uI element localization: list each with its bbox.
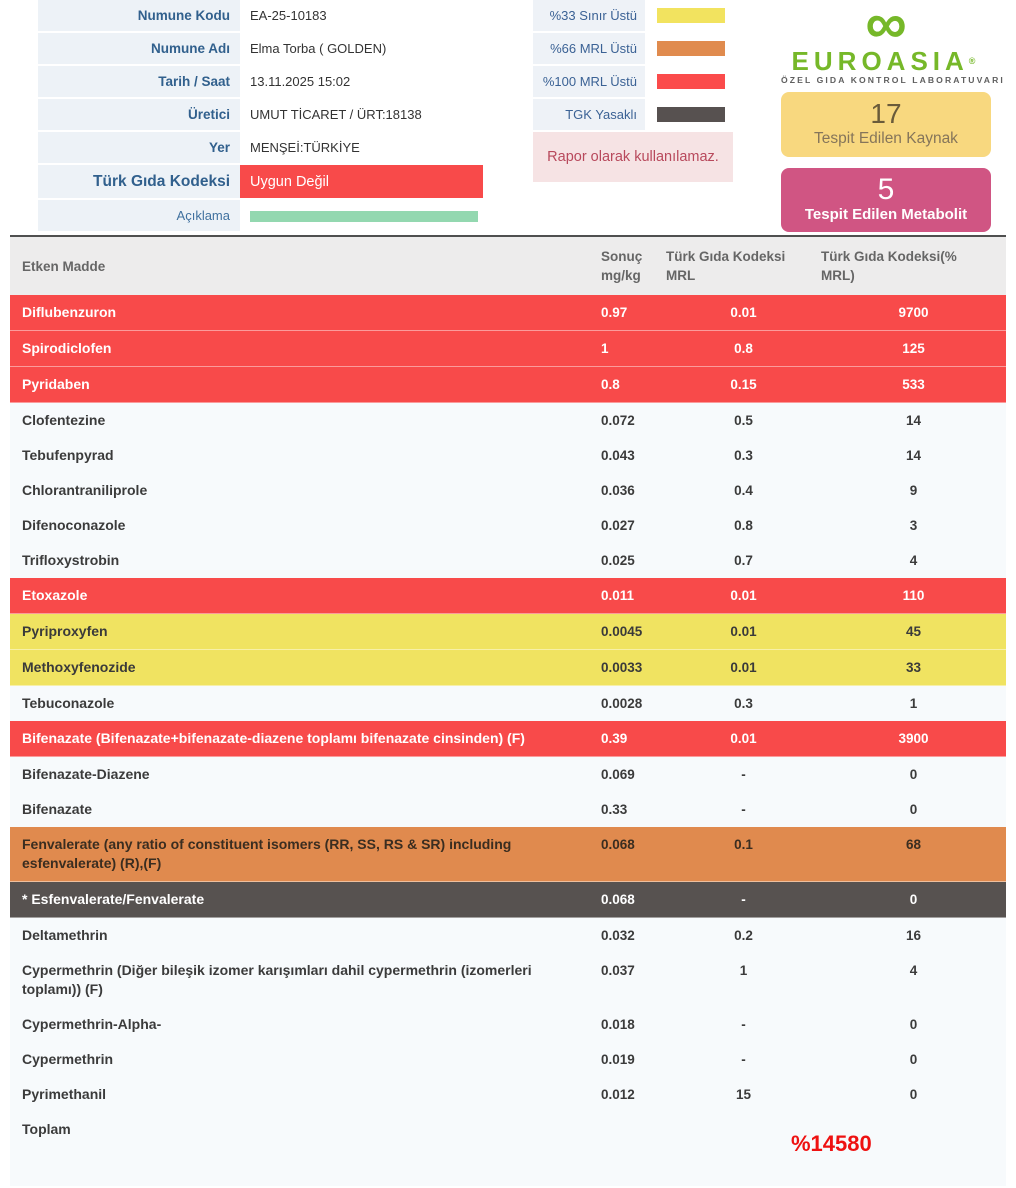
result-row xyxy=(10,792,1006,827)
pct-value: 125 xyxy=(902,341,925,356)
result-row xyxy=(10,827,1006,882)
sample-info-table xyxy=(38,0,483,233)
substance-name: Difenoconazole xyxy=(22,517,126,533)
header-etken-madde: Etken Madde xyxy=(22,258,106,274)
substance-name: Tebufenpyrad xyxy=(22,447,114,463)
pct-value: 9700 xyxy=(898,305,929,320)
mrl-value: - xyxy=(741,1017,746,1032)
result-value: 0.019 xyxy=(601,1052,635,1067)
substance-name: Bifenazate (Bifenazate+bifenazate-diazene toplamı bifenazate cinsinden) (F) xyxy=(22,730,525,746)
header-mrl: Türk Gıda Kodeksi MRL xyxy=(666,249,786,283)
substance-name: Spirodiclofen xyxy=(22,340,112,356)
info-label: Numune Adı xyxy=(38,33,240,64)
metabolit-count: 5 xyxy=(877,173,895,206)
result-row xyxy=(10,614,1006,650)
result-value: 0.97 xyxy=(601,305,628,320)
result-row xyxy=(10,1077,1006,1112)
info-value: 13.11.2025 15:02 xyxy=(250,74,351,89)
result-row xyxy=(10,1042,1006,1077)
aciklama-label: Açıklama xyxy=(38,200,240,231)
report-header-section xyxy=(0,0,1016,233)
legend-item-label: %66 MRL Üstü xyxy=(533,33,645,64)
info-value: EA-25-10183 xyxy=(250,8,327,23)
metabolit-card xyxy=(781,168,991,232)
mrl-value: - xyxy=(741,802,746,817)
result-row xyxy=(10,650,1006,686)
result-value: 1 xyxy=(601,341,609,356)
header-sonuc: Sonuç mg/kg xyxy=(601,249,643,283)
substance-name: Chlorantraniliprole xyxy=(22,482,148,498)
mrl-value: 1 xyxy=(739,963,748,978)
total-label: Toplam xyxy=(22,1121,71,1137)
substance-name: Cypermethrin (Diğer bileşik izomer karışımları dahil cypermethrin (izomerleri toplamı)) (F) xyxy=(22,962,532,997)
sample-info-row xyxy=(38,33,483,64)
brand-and-stats xyxy=(781,0,1005,232)
substance-name: Fenvalerate (any ratio of constituent isomers (RR, SS, RS & SR) including esfenvalerate) (R),(F) xyxy=(22,836,512,871)
mrl-value: - xyxy=(741,767,746,782)
pct-value: 0 xyxy=(909,1087,918,1102)
pct-value: 14 xyxy=(905,413,922,428)
result-row xyxy=(10,1007,1006,1042)
substance-name: Bifenazate-Diazene xyxy=(22,766,150,782)
mrl-value: 0.2 xyxy=(734,928,753,943)
pct-value: 3 xyxy=(909,518,918,533)
pct-value: 0 xyxy=(909,1017,918,1032)
mrl-value: 0.5 xyxy=(734,413,753,428)
legend-color-swatch xyxy=(657,107,725,122)
brand-name: EUROASIA® xyxy=(791,46,981,76)
aciklama-green-bar xyxy=(250,211,478,222)
pct-value: 14 xyxy=(905,448,922,463)
mrl-value: 0.15 xyxy=(730,377,757,392)
pct-value: 110 xyxy=(902,588,925,603)
info-label: Numune Kodu xyxy=(38,0,240,31)
kodeksi-status-badge: Uygun Değil xyxy=(240,165,483,198)
pct-value: 9 xyxy=(909,483,918,498)
header-pct-mrl: Türk Gıda Kodeksi(% MRL) xyxy=(821,249,957,283)
result-row xyxy=(10,953,1006,1007)
pct-value: 68 xyxy=(905,837,922,852)
mrl-value: 0.4 xyxy=(734,483,753,498)
pct-value: 4 xyxy=(909,553,918,568)
substance-name: Pyrimethanil xyxy=(22,1086,107,1102)
sample-info-row xyxy=(38,99,483,130)
kaynak-card xyxy=(781,92,991,157)
result-value: 0.025 xyxy=(601,553,635,568)
info-label: Yer xyxy=(38,132,240,163)
info-value: UMUT TİCARET / ÜRT:18138 xyxy=(250,107,422,122)
substance-name: Cypermethrin-Alpha- xyxy=(22,1016,162,1032)
result-row xyxy=(10,295,1006,331)
result-row xyxy=(10,882,1006,918)
result-value: 0.068 xyxy=(601,837,635,852)
legend-color-swatch xyxy=(657,74,725,89)
sample-info-row xyxy=(38,0,483,31)
substance-name: Trifloxystrobin xyxy=(22,552,120,568)
severity-legend xyxy=(533,0,733,182)
result-value: 0.068 xyxy=(601,892,635,907)
kaynak-count: 17 xyxy=(870,98,902,129)
result-value: 0.032 xyxy=(601,928,635,943)
result-row xyxy=(10,686,1006,721)
pct-value: 16 xyxy=(905,928,922,943)
kodeksi-label: Türk Gıda Kodeksi xyxy=(38,165,240,198)
pct-value: 4 xyxy=(909,963,918,978)
result-value: 0.8 xyxy=(601,377,620,392)
substance-name: Bifenazate xyxy=(22,801,93,817)
result-row xyxy=(10,543,1006,578)
legend-item-label: %33 Sınır Üstü xyxy=(533,0,645,31)
total-percentage: %14580 xyxy=(791,1131,872,1156)
result-value: 0.0028 xyxy=(601,696,643,711)
result-value: 0.012 xyxy=(601,1087,635,1102)
sample-info-row xyxy=(38,66,483,97)
legend-item xyxy=(533,66,733,97)
result-row xyxy=(10,331,1006,367)
substance-name: Etoxazole xyxy=(22,587,88,603)
legend-item-label: TGK Yasaklı xyxy=(533,99,645,130)
result-value: 0.0045 xyxy=(601,624,643,639)
result-row xyxy=(10,508,1006,543)
info-value: Elma Torba ( GOLDEN) xyxy=(250,41,387,56)
legend-item xyxy=(533,0,733,31)
result-value: 0.011 xyxy=(601,588,635,603)
result-row xyxy=(10,403,1006,438)
substance-name: Methoxyfenozide xyxy=(22,659,136,675)
mrl-value: 15 xyxy=(735,1087,752,1102)
sample-info-rows xyxy=(38,0,483,163)
result-value: 0.069 xyxy=(601,767,635,782)
result-value: 0.33 xyxy=(601,802,628,817)
substance-name: Pyriproxyfen xyxy=(22,623,108,639)
results-rows xyxy=(10,295,1006,1112)
mrl-value: - xyxy=(741,892,746,907)
mrl-value: 0.01 xyxy=(730,588,757,603)
result-value: 0.072 xyxy=(601,413,635,428)
result-row xyxy=(10,578,1006,614)
mrl-value: 0.01 xyxy=(730,731,757,746)
pct-value: 33 xyxy=(905,660,922,675)
report-disclaimer: Rapor olarak kullanılamaz. xyxy=(533,132,733,182)
result-value: 0.0033 xyxy=(601,660,643,675)
mrl-value: 0.01 xyxy=(730,305,757,320)
substance-name: * Esfenvalerate/Fenvalerate xyxy=(22,891,205,907)
result-row xyxy=(10,757,1006,792)
mrl-value: 0.3 xyxy=(734,696,753,711)
mrl-value: 0.8 xyxy=(734,341,753,356)
mrl-value: 0.3 xyxy=(734,448,753,463)
info-value: MENŞEİ:TÜRKİYE xyxy=(250,140,360,155)
substance-name: Diflubenzuron xyxy=(22,304,117,320)
sample-info-row xyxy=(38,132,483,163)
pct-value: 0 xyxy=(909,767,918,782)
result-value: 0.036 xyxy=(601,483,635,498)
kodeksi-row xyxy=(38,165,483,198)
legend-color-swatch xyxy=(657,41,725,56)
mrl-value: 0.1 xyxy=(734,837,753,852)
substance-name: Deltamethrin xyxy=(22,927,108,943)
pct-value: 0 xyxy=(909,1052,918,1067)
total-row xyxy=(10,1112,1006,1186)
legend-item-label: %100 MRL Üstü xyxy=(533,66,645,97)
substance-name: Pyridaben xyxy=(22,376,90,392)
pct-value: 533 xyxy=(902,377,925,392)
kaynak-label: Tespit Edilen Kaynak xyxy=(814,130,958,147)
legend-color-swatch xyxy=(657,8,725,23)
mrl-value: - xyxy=(741,1052,746,1067)
pct-value: 45 xyxy=(905,624,922,639)
result-value: 0.043 xyxy=(601,448,635,463)
result-row xyxy=(10,438,1006,473)
pct-value: 3900 xyxy=(898,731,929,746)
brand-subtitle: ÖZEL GIDA KONTROL LABORATUVARI xyxy=(781,75,1005,85)
result-row xyxy=(10,721,1006,757)
substance-name: Tebuconazole xyxy=(22,695,115,711)
legend-item xyxy=(533,33,733,64)
result-row xyxy=(10,367,1006,403)
results-table-header xyxy=(10,237,1006,295)
euroasia-logo xyxy=(781,0,1005,86)
result-row xyxy=(10,473,1006,508)
infinity-icon: ∞ xyxy=(865,0,907,56)
substance-name: Cypermethrin xyxy=(22,1051,114,1067)
pct-value: 0 xyxy=(909,892,918,907)
mrl-value: 0.01 xyxy=(730,624,757,639)
legend-item xyxy=(533,99,733,130)
results-table xyxy=(10,235,1006,1186)
legend-rows xyxy=(533,0,733,130)
result-value: 0.037 xyxy=(601,963,635,978)
info-label: Üretici xyxy=(38,99,240,130)
aciklama-row xyxy=(38,200,483,231)
result-row xyxy=(10,918,1006,953)
pct-value: 1 xyxy=(909,696,918,711)
result-value: 0.39 xyxy=(601,731,628,746)
result-value: 0.027 xyxy=(601,518,635,533)
info-label: Tarih / Saat xyxy=(38,66,240,97)
result-value: 0.018 xyxy=(601,1017,635,1032)
registered-mark: ® xyxy=(968,56,981,66)
mrl-value: 0.8 xyxy=(734,518,753,533)
metabolit-label: Tespit Edilen Metabolit xyxy=(804,206,968,223)
substance-name: Clofentezine xyxy=(22,412,106,428)
pct-value: 0 xyxy=(909,802,918,817)
mrl-value: 0.01 xyxy=(730,660,757,675)
mrl-value: 0.7 xyxy=(734,553,753,568)
